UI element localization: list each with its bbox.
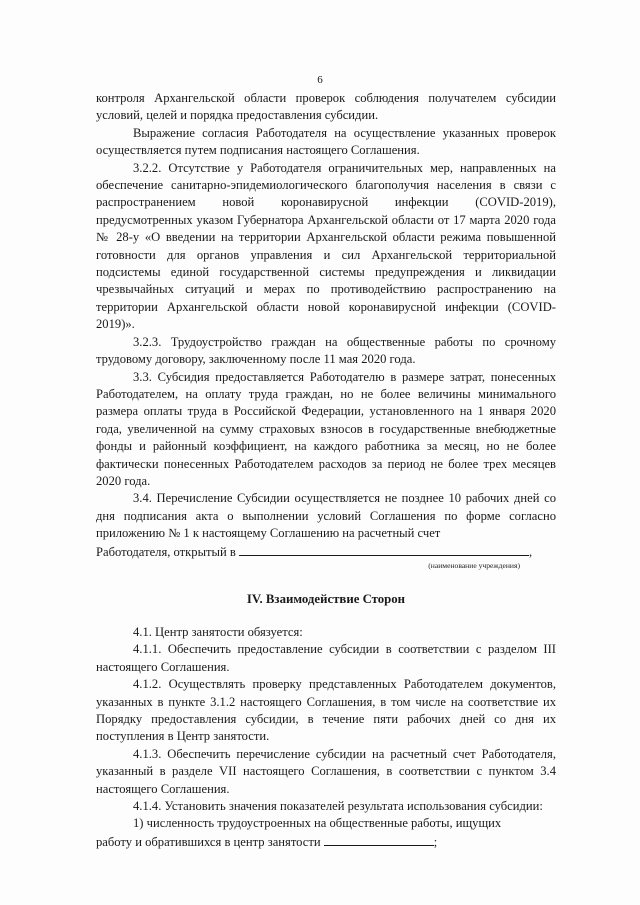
- paragraph-4-1-4: 4.1.4. Установить значения показателей результата использования субсидии:: [133, 799, 543, 814]
- page-number: 6: [317, 74, 323, 86]
- last-line-prefix: работу и обратившихся в центр занятости: [96, 834, 321, 849]
- last-line: [96, 833, 556, 851]
- list-item-1: 1) численность трудоустроенных на общественные работы, ищущих: [133, 816, 502, 831]
- paragraph-4-1: 4.1. Центр занятости обязуется:: [133, 624, 303, 639]
- paragraph-3-2-2: 3.2.2. Отсутствие у Работодателя ограничительных мер, направленных на обеспечение санитарно-эпидемиологического благополучия населения в связи с распространением новой коронавирусной инфекции (COVID-2019), предусмотренных указом Губернатора Архангельской области от 17 марта 2020 года № 28-у «О введении на территории Архангельской области режима повышенной готовности для органов управления и сил Архангельской территориальной подсистемы единой государственной системы предупреждения и ликвидации чрезвычайных ситуаций и мерах по противодействию распространению на территории Архангельской области новой коронавирусной инфекции (COVID-2019)».: [96, 160, 556, 332]
- paragraph-3-4: 3.4. Перечисление Субсидии осуществляется не позднее 10 рабочих дней со дня подписания акта о выполнении условий Соглашения по форме согласно приложению № 1 к настоящему Соглашению на расчетный счет: [96, 491, 556, 541]
- account-line-suffix: ,: [529, 544, 533, 559]
- paragraph: контроля Архангельской области проверок соблюдения получателем субсидии условий, целей и порядка предоставления субсидии.: [96, 91, 556, 123]
- paragraph-4-1-1: 4.1.1. Обеспечить предоставление субсидии в соответствии с разделом III настоящего Соглашения.: [96, 642, 556, 674]
- account-line: [96, 543, 556, 561]
- paragraph-4-1-3: 4.1.3. Обеспечить перечисление субсидии на расчетный счет Работодателя, указанный в разделе VII настоящего Соглашения, в соответствии с пунктом 3.4 настоящего Соглашения.: [96, 746, 556, 796]
- institution-blank-field: [239, 543, 529, 556]
- paragraph: Выражение согласия Работодателя на осуществление указанных проверок осуществляется путем подписания настоящего Соглашения.: [96, 125, 556, 158]
- paragraph-3-3: 3.3. Субсидия предоставляется Работодателю в размере затрат, понесенных Работодателем, на оплату труда граждан, но не более величины минимального размера оплаты труда в Российской Федерации, установленного на 1 января 2020 года, увеличенной на сумму страховых взносов в государственные внебюджетные фонды и районный коэффициент, на каждого работника за месяц, но не более фактически понесенных Работодателем расходов за период не более трех месяцев 2020 года.: [96, 369, 556, 488]
- paragraph-4-1-2: 4.1.2. Осуществлять проверку представленных Работодателем документов, указанных в пункте 3.1.2 настоящего Соглашения, в том числе на соответствие их Порядку предоставления субсидии, в течение пяти рабочих дней со дня их поступления в Центр занятости.: [96, 677, 556, 744]
- account-line-prefix: Работодателя, открытый в: [96, 544, 236, 559]
- institution-caption: (наименование учреждения): [428, 560, 520, 570]
- document-body: [96, 90, 556, 851]
- paragraph-3-2-3: 3.2.3. Трудоустройство граждан на общественные работы по срочному трудовому договору, заключенному после 11 мая 2020 года.: [96, 334, 556, 367]
- section-title: IV. Взаимодействие Сторон: [246, 591, 406, 606]
- last-line-suffix: ;: [433, 834, 438, 849]
- count-blank-field: [324, 833, 434, 846]
